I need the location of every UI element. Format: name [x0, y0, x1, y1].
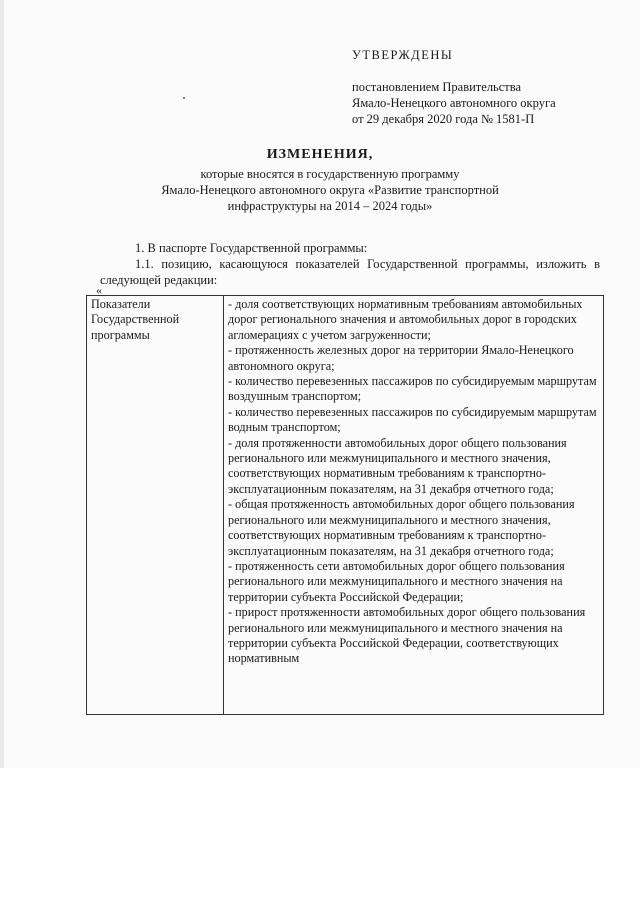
- indicator-item: - прирост протяженности автомобильных дорог общего пользования регионального или межмуниципального и местного значения на территории субъекта Российской Федерации, соответствующих нормативным: [228, 605, 586, 666]
- subtitle-line: которые вносятся в государственную программу: [200, 167, 460, 181]
- blank-area: [0, 768, 640, 905]
- approval-line: Ямало-Ненецкого автономного округа: [352, 96, 556, 110]
- paragraph-1-1: 1.1. позицию, касающуюся показателей Государственной программы, изложить в следующей редакции:: [100, 257, 600, 287]
- indicator-item: - протяженность железных дорог на территории Ямало-Ненецкого автономного округа;: [228, 343, 574, 373]
- subtitle-line: инфраструктуры на 2014 – 2024 годы»: [227, 199, 433, 213]
- indicator-item: - общая протяженность автомобильных дорог общего пользования регионального или межмуниципального и местного значения, соответствующих нормативным требованиям к транспортно-эксплуатационным показателям, на 31 декабря отчетного года;: [228, 497, 575, 558]
- approval-block: [352, 47, 622, 127]
- indicator-item: - доля соответствующих нормативным требованиям автомобильных дорог регионального значения и автомобильных дорог в городских агломерациях с учетом загруженности;: [228, 297, 583, 342]
- table-label-cell: Показатели Государственной программы: [87, 296, 224, 715]
- indicator-item: - протяженность сети автомобильных дорог общего пользования регионального или межмуниципального и местного значения на территории субъекта Российской Федерации;: [228, 558, 565, 604]
- document-subtitle: [120, 166, 540, 214]
- approval-line: постановлением Правительства: [352, 80, 522, 94]
- document-title: ИЗМЕНЕНИЯ,: [266, 147, 374, 162]
- table-indicators-cell: [224, 296, 604, 715]
- indicator-item: - доля протяженности автомобильных дорог общего пользования регионального или межмуниципального и местного значения, соответствующих нормативным требованиям к транспортно-эксплуатационным показателям, на 31 декабря отчетного года;: [228, 435, 567, 496]
- open-quote: «: [96, 283, 102, 297]
- indicators-table: [86, 295, 604, 715]
- scan-speck: [183, 97, 185, 99]
- table-row: [87, 296, 604, 715]
- paragraph-1: 1. В паспорте Государственной программы:: [135, 241, 368, 255]
- approval-line: от 29 декабря 2020 года № 1581-П: [352, 112, 535, 126]
- scan-edge: [0, 0, 4, 768]
- subtitle-line: Ямало-Ненецкого автономного округа «Развитие транспортной: [161, 183, 499, 197]
- indicator-item: - количество перевезенных пассажиров по субсидируемым маршрутам воздушным транспортом;: [228, 374, 597, 404]
- indicator-item: - количество перевезенных пассажиров по субсидируемым маршрутам водным транспортом;: [228, 404, 597, 435]
- approval-title: УТВЕРЖДЕНЫ: [352, 48, 454, 62]
